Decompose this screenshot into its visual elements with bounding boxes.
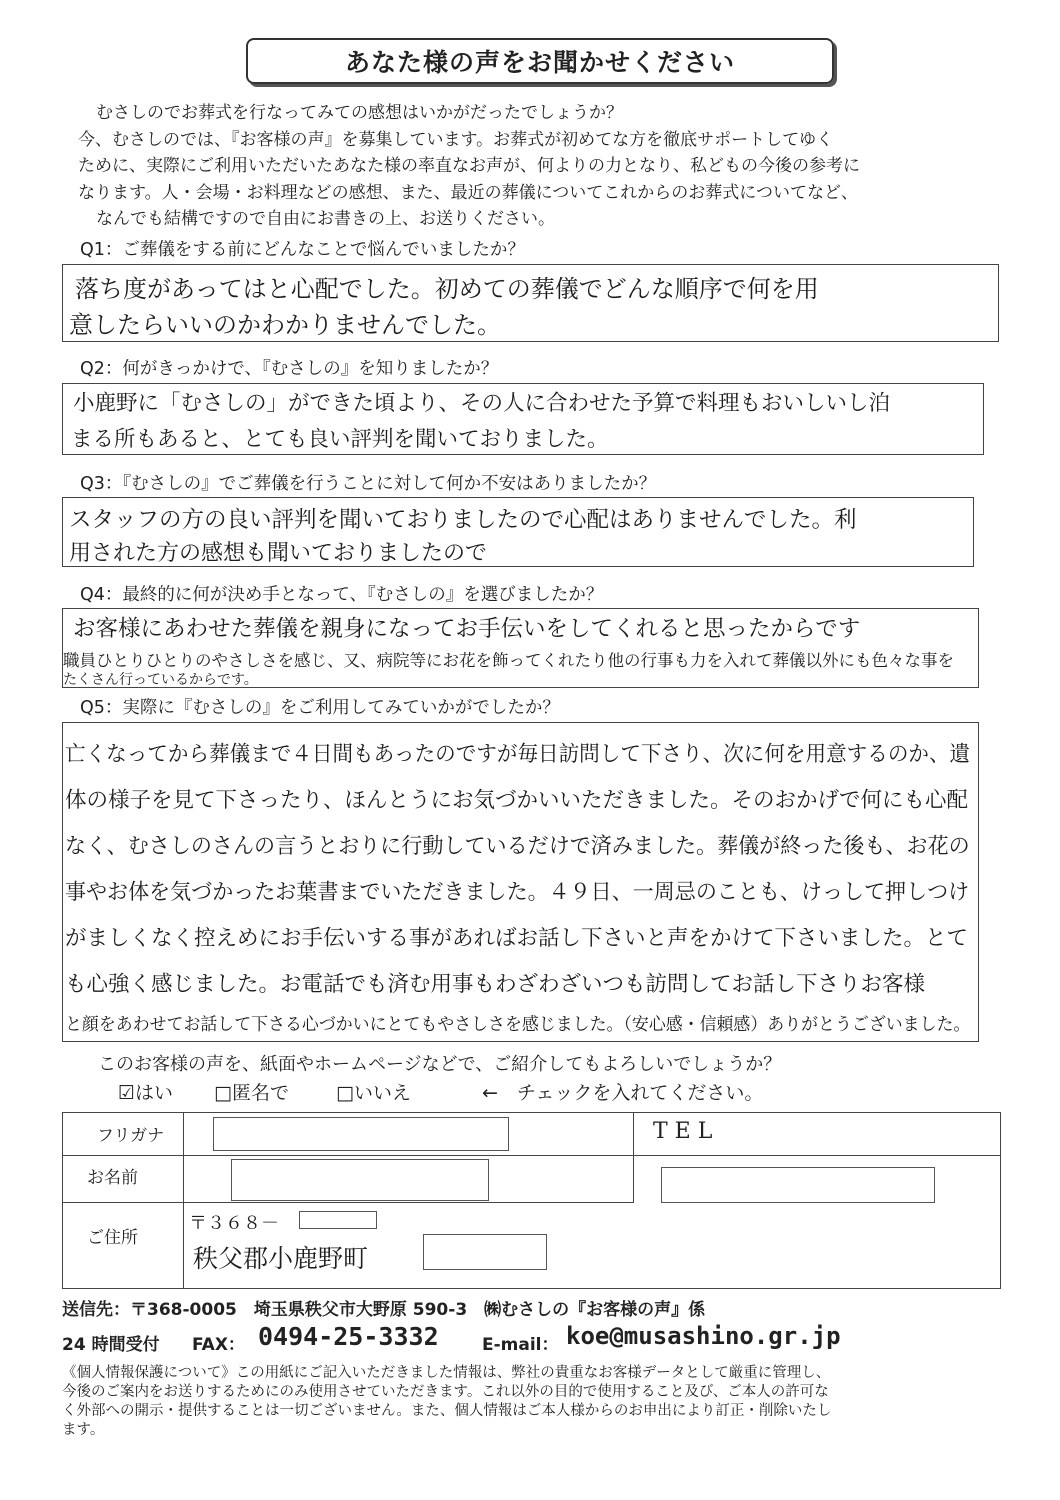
q4-answer-line: お客様にあわせた葬儀を親身になってお手伝いをしてくれると思ったからです bbox=[73, 616, 861, 642]
furigana-field[interactable] bbox=[213, 1117, 509, 1151]
intro-line: ために、実際にご利用いただいたあなた様の率直なお声が、何よりの力となり、私どもの今後の参考に bbox=[78, 156, 860, 176]
q2-answer-line: まる所もあると、とても良い評判を聞いておりました。 bbox=[71, 427, 609, 452]
q3-answer-line: スタッフの方の良い評判を聞いておりましたので心配はありませんでした。利 bbox=[69, 507, 857, 533]
q5-answer-line: 事やお体を気づかったお葉書までいただきました。４９日、一周忌のことも、けっして押しつけ bbox=[65, 880, 970, 905]
q5-answer-box bbox=[62, 722, 979, 1042]
q5-answer-line: なく、むさしのさんの言うとおりに行動しているだけで済みました。葬儀が終った後も、お花の bbox=[65, 834, 970, 859]
postal-code-field[interactable] bbox=[299, 1211, 377, 1229]
fax-label: FAX： bbox=[192, 1335, 245, 1355]
q5-answer-line: 亡くなってから葬儀まで４日間もあったのですが毎日訪問して下さり、次に何を用意するのか、遺 bbox=[65, 742, 971, 767]
consent-anonymous-checkbox[interactable]: □匿名で bbox=[214, 1082, 289, 1104]
name-field[interactable] bbox=[231, 1159, 489, 1201]
q5-label: Q5：実際に『むさしの』をご利用してみていかがでしたか？ bbox=[80, 698, 560, 718]
q1-answer-box bbox=[62, 264, 999, 342]
q4-answer-line: 職員ひとりひとりのやさしさを感じ、又、病院等にお花を飾ってくれたり他の行事も力を入れて葬儀以外にも色々な事を bbox=[63, 651, 954, 670]
divider bbox=[183, 1113, 184, 1288]
postal-code: 〒３６８－ bbox=[189, 1213, 279, 1234]
q3-answer-line: 用された方の感想も聞いておりましたので bbox=[69, 541, 488, 566]
q4-label: Q4：最終的に何が決め手となって、『むさしの』を選びましたか？ bbox=[80, 585, 604, 605]
address-field[interactable] bbox=[423, 1234, 547, 1270]
privacy-line: 今後のご案内をお送りするためにのみ使用させていただきます。これ以外の目的で使用すること及び、ご本人の許可な bbox=[62, 1384, 829, 1400]
email-label: E-mail： bbox=[482, 1335, 559, 1355]
intro-line: むさしのでお葬式を行なってみての感想はいかがだったでしょうか？ bbox=[96, 103, 623, 123]
address-value: 秩父郡小鹿野町 bbox=[193, 1244, 369, 1273]
address-label: ご住所 bbox=[87, 1228, 138, 1248]
divider bbox=[633, 1113, 634, 1203]
consent-no-checkbox[interactable]: □いいえ bbox=[336, 1082, 411, 1104]
page-title: あなた様の声をお聞かせください bbox=[246, 38, 834, 84]
consent-question: このお客様の声を、紙面やホームページなどで、ご紹介してもよろしいでしょうか？ bbox=[98, 1054, 782, 1075]
tel-field[interactable] bbox=[661, 1167, 935, 1203]
contact-form bbox=[62, 1112, 1001, 1289]
intro-line: 今、むさしのでは、『お客様の声』を募集しています。お葬式が初めてな方を徹底サポートしてゆく bbox=[78, 129, 834, 150]
intro-line: なります。人・会場・お料理などの感想、また、最近の葬儀についてこれからのお葬式についてなど、 bbox=[78, 182, 858, 203]
q5-answer-line: がましくなく控えめにお手伝いする事があればお話し下さいと声をかけて下さいました。とて bbox=[65, 926, 969, 951]
consent-yes-checkbox[interactable]: ☑はい bbox=[118, 1082, 174, 1104]
email-address[interactable]: koe@musashino.gr.jp bbox=[566, 1322, 841, 1350]
q5-answer-line: も心強く感じました。お電話でも済む用事もわざわざいつも訪問してお話し下さりお客様 bbox=[65, 972, 926, 997]
name-label: お名前 bbox=[87, 1168, 138, 1188]
divider bbox=[63, 1202, 633, 1203]
furigana-label: フリガナ bbox=[97, 1126, 165, 1146]
reception-hours: 24 時間受付 bbox=[62, 1335, 160, 1355]
consent-hint: ← チェックを入れてください。 bbox=[482, 1082, 764, 1104]
privacy-line: 《個人情報保護について》この用紙にご記入いただきました情報は、弊社の貴重なお客様データとして厳重に管理し、 bbox=[62, 1365, 831, 1381]
q1-answer-line: 落ち度があってはと心配でした。初めての葬儀でどんな順序で何を用 bbox=[75, 275, 819, 303]
tel-label: T E L bbox=[653, 1119, 713, 1144]
privacy-line: く外部への開示・提供することは一切ございません。また、個人情報はご本人様からのお申出により訂正・削除いたし bbox=[62, 1403, 832, 1419]
fax-number: 0494-25-3332 bbox=[258, 1322, 439, 1351]
q5-answer-line: と顔をあわせてお話して下さる心づかいにとてもやさしさを感じました。（安心感・信頼感）ありがとうございました。 bbox=[65, 1015, 971, 1035]
intro-text bbox=[62, 100, 997, 233]
q3-answer-box bbox=[62, 497, 974, 567]
q1-label: Q1：ご葬儀をする前にどんなことで悩んでいましたか？ bbox=[80, 240, 525, 260]
q4-answer-box bbox=[62, 608, 979, 688]
q1-answer-line: 意したらいいのかわかりませんでした。 bbox=[69, 311, 501, 339]
q3-label: Q3：『むさしの』でご葬儀を行うことに対して何か不安はありましたか？ bbox=[80, 474, 657, 494]
q2-label: Q2：何がきっかけで、『むさしの』を知りましたか？ bbox=[80, 359, 499, 379]
q4-answer-line: たくさん行っているからです。 bbox=[63, 672, 258, 688]
q5-answer-line: 体の様子を見て下さったり、ほんとうにお気づかいいただきました。そのおかげで何にも心配 bbox=[65, 788, 969, 813]
q2-answer-box bbox=[62, 383, 984, 455]
privacy-notice bbox=[62, 1364, 997, 1440]
send-to-address: 送信先：〒368-0005 埼玉県秩父市大野原 590-3 ㈱むさしの『お客様の声』係 bbox=[62, 1300, 706, 1320]
divider bbox=[63, 1155, 1000, 1156]
q2-answer-line: 小鹿野に「むさしの」ができた頃より、その人に合わせた予算で料理もおいしいし泊 bbox=[73, 391, 891, 416]
intro-line: なんでも結構ですので自由にお書きの上、お送りください。 bbox=[96, 209, 555, 229]
privacy-line: ます。 bbox=[62, 1422, 105, 1438]
